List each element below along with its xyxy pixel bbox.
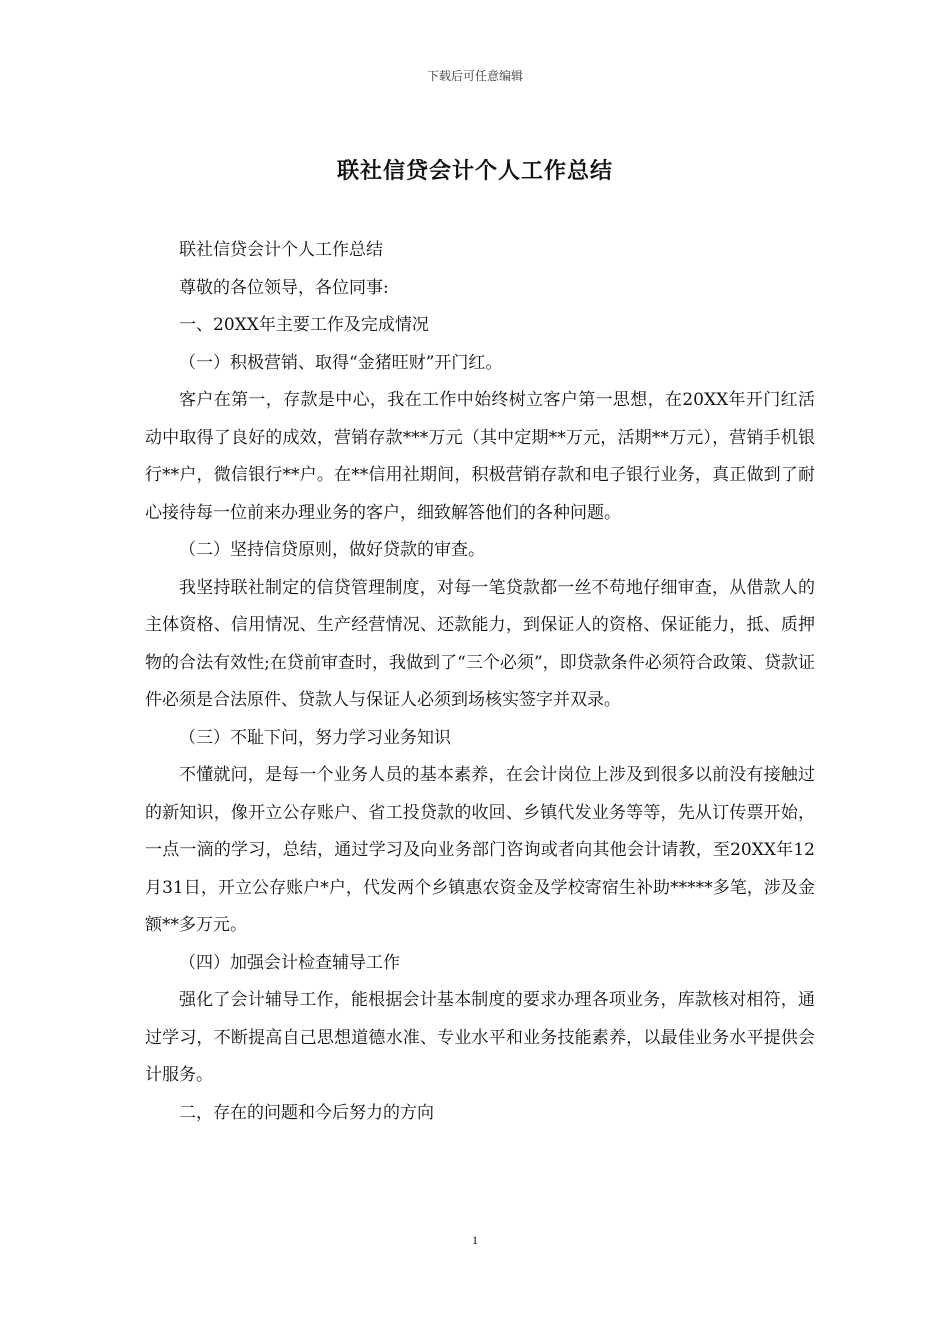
subsection-heading-2: （二）坚持信贷原则，做好贷款的审查。	[179, 540, 485, 560]
section-heading-1: 一、20XX年主要工作及完成情况	[179, 315, 429, 335]
page-header-note: 下载后可任意编辑	[426, 69, 523, 83]
subsection-heading-4: （四）加强会计检查辅导工作	[179, 952, 400, 973]
paragraph-body-3: 不懂就问，是每一个业务人员的基本素养，在会计岗位上涉及到很多以前没有接触过的新知识，像开立公存账户、省工投贷款的收回、乡镇代发业务等等，先从订传票开始，一点一滴的学习，总结，通过学习及向业务部门咨询或者向其他会计请教，至20XX年12月31日，开立公存账户*户，代发两个乡镇惠农资金及学校寄宿生补助*****多笔，涉及金额**多万元。	[145, 765, 815, 935]
subsection-heading-1: （一）积极营销、取得“金猪旺财”开门红。	[179, 352, 503, 373]
page-number: 1	[472, 1233, 478, 1247]
paragraph-body-4: 强化了会计辅导工作，能根据会计基本制度的要求办理各项业务，库款核对相符，通过学习，不断提高自己思想道德水准、专业水平和业务技能素养，以最佳业务水平提供会计服务。	[145, 990, 815, 1085]
subsection-heading-3: （三）不耻下问，努力学习业务知识	[179, 727, 451, 748]
section-heading-2: 二，存在的问题和今后努力的方向	[179, 1102, 434, 1123]
paragraph-body-1: 客户在第一，存款是中心，我在工作中始终树立客户第一思想，在20XX年开门红活动中取得了良好的成效，营销存款***万元（其中定期**万元，活期**万元），营销手机银行**户，微信银行**户。在**信用社期间，积极营销存款和电子银行业务，真正做到了耐心接待每一位前来办理业务的客户，细致解答他们的各种问题。	[145, 390, 815, 523]
document-title: 联社信贷会计个人工作总结	[336, 159, 613, 184]
paragraph-body-2: 我坚持联社制定的信贷管理制度，对每一笔贷款都一丝不苟地仔细审查，从借款人的主体资格、信用情况、生产经营情况、还款能力，到保证人的资格、保证能力，抵、质押物的合法有效性;在贷前审查时，我做到了“三个必须”，即贷款条件必须符合政策、贷款证件必须是合法原件、贷款人与保证人必须到场核实签字并双录。	[145, 577, 815, 710]
document-body	[145, 232, 815, 1132]
paragraph-subtitle: 联社信贷会计个人工作总结	[179, 240, 383, 260]
paragraph-salutation: 尊敬的各位领导，各位同事:	[179, 277, 389, 298]
